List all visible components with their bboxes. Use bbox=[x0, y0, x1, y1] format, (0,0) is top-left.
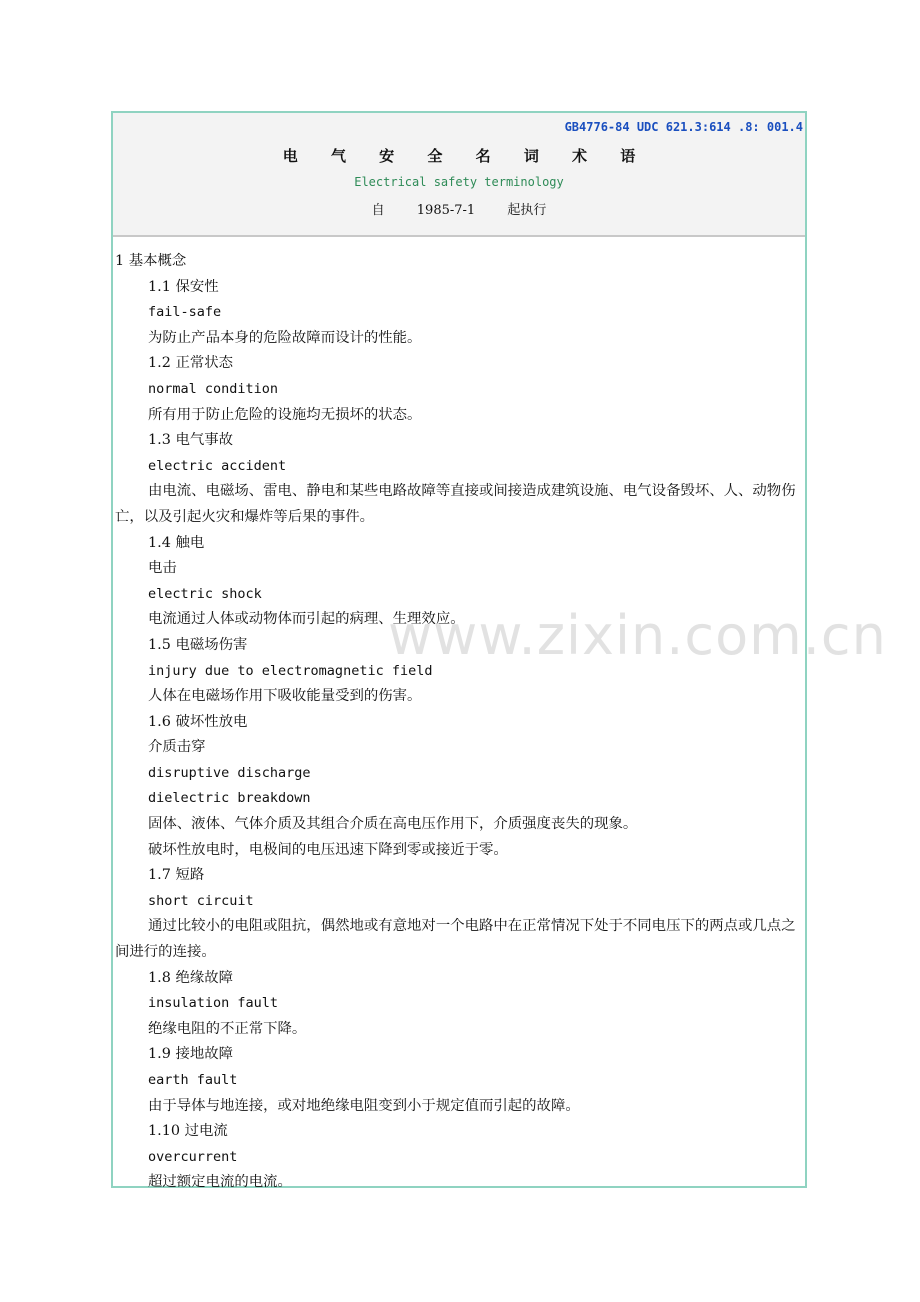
standard-code: GB4776-84 UDC 621.3:614 .8: 001.4 bbox=[564, 120, 803, 134]
term-english: normal condition bbox=[148, 380, 279, 397]
document-subtitle: Electrical safety terminology bbox=[354, 175, 564, 189]
term-definition: 为防止产品本身的危险故障而设计的性能。 bbox=[148, 329, 422, 346]
term-english: electric shock bbox=[148, 585, 262, 602]
term-heading: 1.3 电气事故 bbox=[148, 432, 234, 449]
term-definition: 由电流、电磁场、雷电、静电和某些电路故障等直接或间接造成建筑设施、电气设备毁坏、人、动物伤亡，以及引起火灾和爆炸等后果的事件。 bbox=[115, 483, 796, 525]
term-definition: 所有用于防止危险的设施均无损坏的状态。 bbox=[148, 406, 422, 423]
date-value: 1985-7-1 bbox=[416, 203, 476, 218]
term-definition: 绝缘电阻的不正常下降。 bbox=[148, 1020, 307, 1037]
term-synonym: 介质击穿 bbox=[148, 739, 206, 756]
term-entry bbox=[115, 863, 809, 965]
term-definition: 超过额定电流的电流。 bbox=[148, 1174, 292, 1191]
term-definition: 人体在电磁场作用下吸收能量受到的伤害。 bbox=[148, 688, 422, 705]
term-definition: 破坏性放电时，电极间的电压迅速下降到零或接近于零。 bbox=[148, 841, 508, 858]
term-english: earth fault bbox=[148, 1072, 238, 1088]
document-title: 电 气 安 全 名 词 术 语 bbox=[282, 147, 650, 165]
document-frame bbox=[111, 111, 807, 1191]
term-entry bbox=[115, 351, 809, 428]
watermark: www.zixin.com.cn bbox=[388, 604, 887, 667]
term-definition: 由于导体与地连接，或对地绝缘电阻变到小于规定值而引起的故障。 bbox=[148, 1097, 580, 1114]
term-english: dielectric breakdown bbox=[148, 790, 311, 807]
section-heading: 1 基本概念 bbox=[115, 253, 187, 269]
term-entry bbox=[115, 275, 809, 352]
term-heading: 1.2 正常状态 bbox=[148, 355, 234, 372]
term-entry bbox=[115, 966, 809, 1043]
term-entry bbox=[115, 633, 809, 710]
term-entry bbox=[115, 531, 809, 633]
term-heading: 1.7 短路 bbox=[148, 867, 205, 884]
term-english: short circuit bbox=[148, 892, 254, 909]
term-heading: 1.5 电磁场伤害 bbox=[148, 636, 248, 653]
term-entry bbox=[115, 710, 809, 864]
term-english: electric accident bbox=[148, 457, 287, 474]
term-english: insulation fault bbox=[148, 995, 279, 1012]
term-entry bbox=[115, 428, 809, 530]
term-entry bbox=[115, 1119, 809, 1196]
term-english: overcurrent bbox=[148, 1148, 238, 1165]
effective-date bbox=[113, 199, 805, 218]
document-header bbox=[113, 113, 805, 237]
term-heading: 1.9 接地故障 bbox=[148, 1046, 234, 1063]
term-english: disruptive discharge bbox=[148, 764, 311, 781]
term-entry bbox=[115, 1042, 809, 1119]
document-body bbox=[115, 249, 809, 1196]
term-heading: 1.6 破坏性放电 bbox=[148, 713, 248, 730]
term-definition: 通过比较小的电阻或阻抗，偶然地或有意地对一个电路中在正常情况下处于不同电压下的两点或几点之间进行的连接。 bbox=[115, 918, 796, 961]
term-english: injury due to electromagnetic field bbox=[148, 662, 433, 679]
term-heading: 1.10 过电流 bbox=[148, 1123, 228, 1140]
term-heading: 1.4 触电 bbox=[148, 534, 205, 551]
term-list bbox=[115, 275, 809, 1196]
term-english: fail-safe bbox=[148, 304, 222, 321]
term-synonym: 电击 bbox=[148, 560, 177, 577]
date-suffix: 起执行 bbox=[507, 203, 547, 218]
term-definition: 固体、液体、气体介质及其组合介质在高电压作用下，介质强度丧失的现象。 bbox=[148, 816, 638, 833]
date-prefix: 自 bbox=[371, 203, 385, 218]
term-definition: 电流通过人体或动物体而引起的病理、生理效应。 bbox=[148, 611, 465, 628]
term-heading: 1.1 保安性 bbox=[148, 278, 219, 295]
term-heading: 1.8 绝缘故障 bbox=[148, 969, 234, 986]
